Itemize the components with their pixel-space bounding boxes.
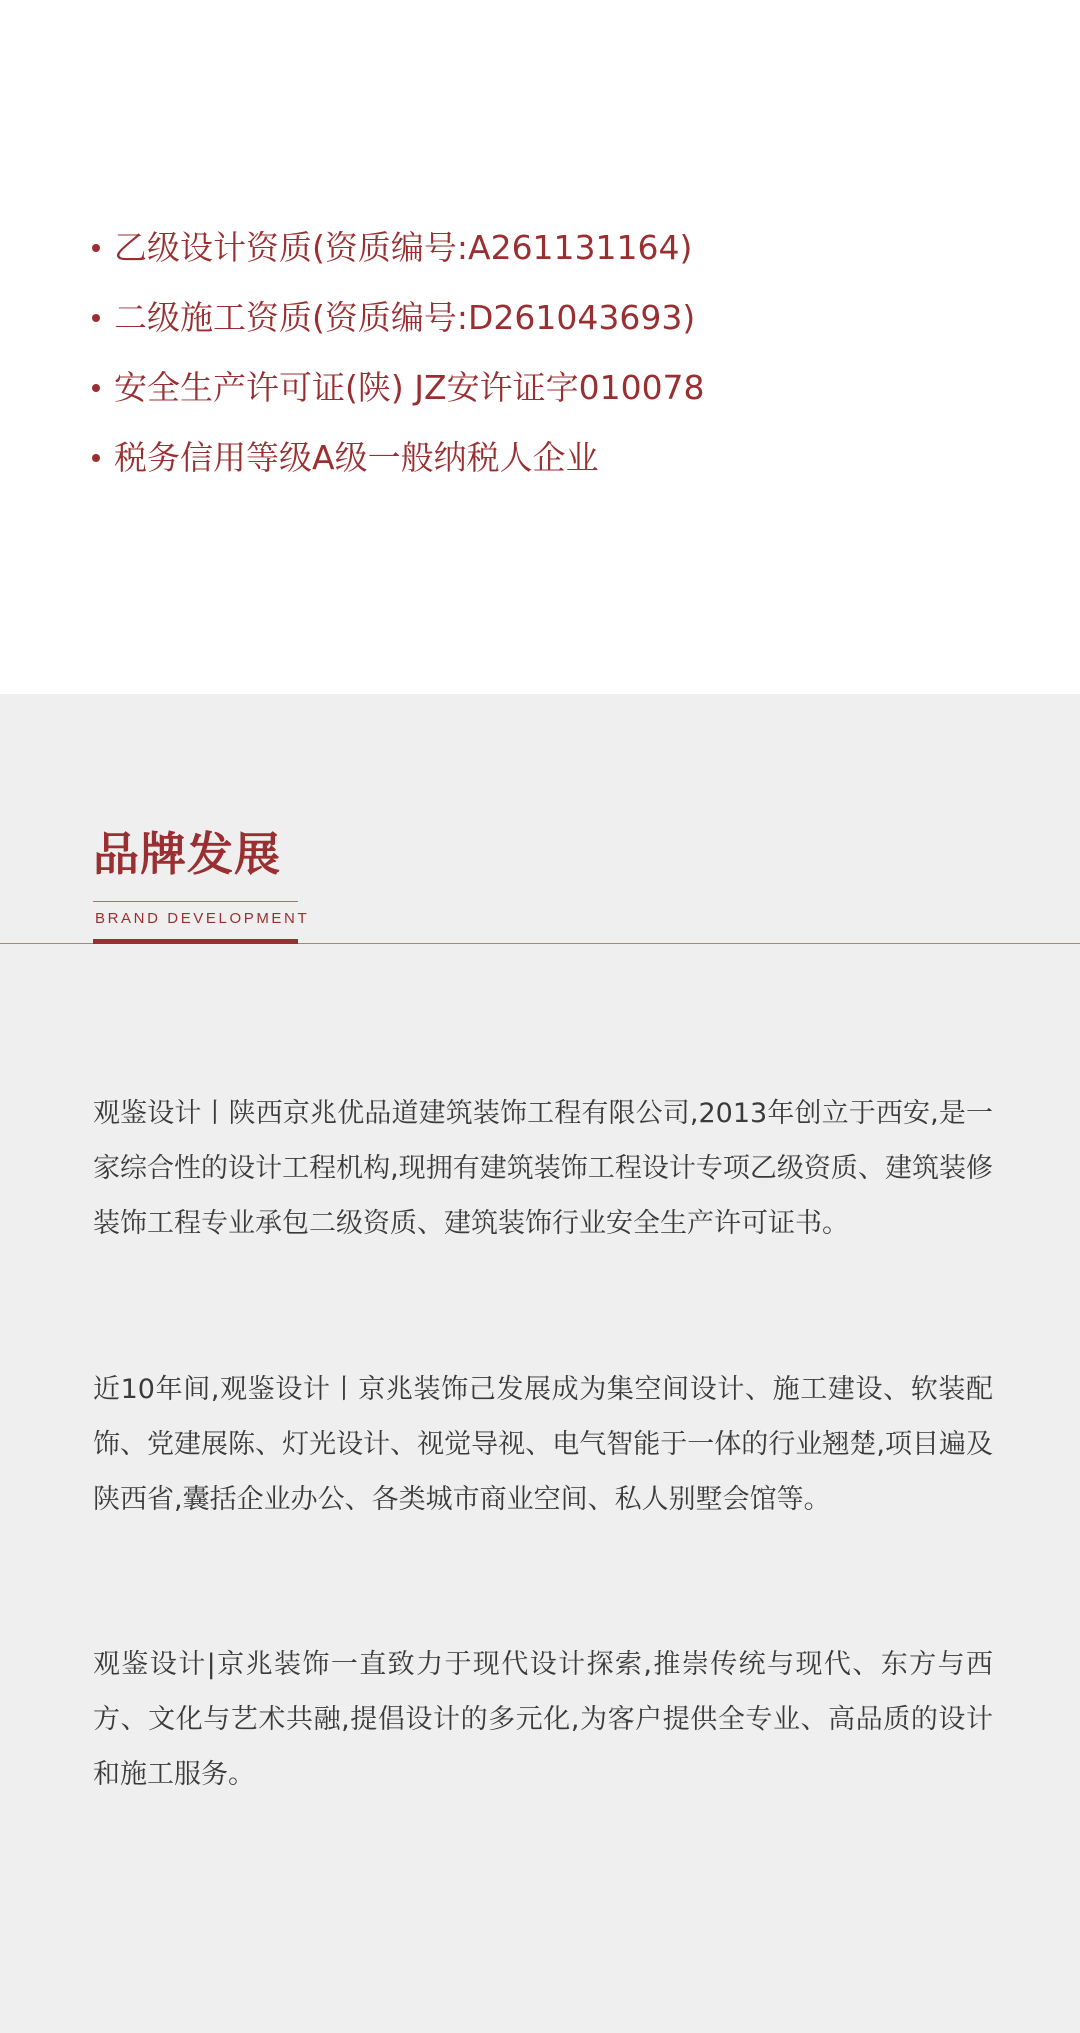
qualifications-section [0,0,1080,694]
bullet-dot-icon [92,314,100,322]
title-divider [93,901,298,902]
qualification-item [92,353,705,423]
qualification-text: 乙级设计资质(资质编号:A261131164) [114,228,693,267]
title-underline-bar [93,939,298,944]
section-subtitle: BRAND DEVELOPMENT [95,910,310,927]
philosophy-paragraph: 观鉴设计|京兆装饰一直致力于现代设计探索,推崇传统与现代、东方与西方、文化与艺术共融,提倡设计的多元化,为客户提供全专业、高品质的设计和施工服务。 [93,1649,993,1790]
qualification-item [92,213,705,283]
qualification-text: 税务信用等级A级一般纳税人企业 [114,438,599,477]
qualification-item [92,423,705,493]
qualification-text: 二级施工资质(资质编号:D261043693) [114,298,696,337]
section-title: 品牌发展 [93,827,281,881]
bullet-dot-icon [92,244,100,252]
bullet-dot-icon [92,384,100,392]
qualification-item [92,283,705,353]
brand-development-section [0,694,1080,2033]
bullet-dot-icon [92,454,100,462]
qualification-list [92,213,705,493]
development-paragraph: 近10年间,观鉴设计丨京兆装饰己发展成为集空间设计、施工建设、软装配饰、党建展陈、灯光设计、视觉导视、电气智能于一体的行业翘楚,项目遍及陕西省,囊括企业办公、各类城市商业空间、私人别墅会馆等。 [93,1374,993,1515]
qualification-text: 安全生产许可证(陕) JZ安许证字010078 [114,368,705,407]
intro-paragraph: 观鉴设计丨陕西京兆优品道建筑装饰工程有限公司,2013年创立于西安,是一家综合性的设计工程机构,现拥有建筑装饰工程设计专项乙级资质、建筑装修装饰工程专业承包二级资质、建筑装饰行业安全生产许可证书。 [93,1098,993,1239]
